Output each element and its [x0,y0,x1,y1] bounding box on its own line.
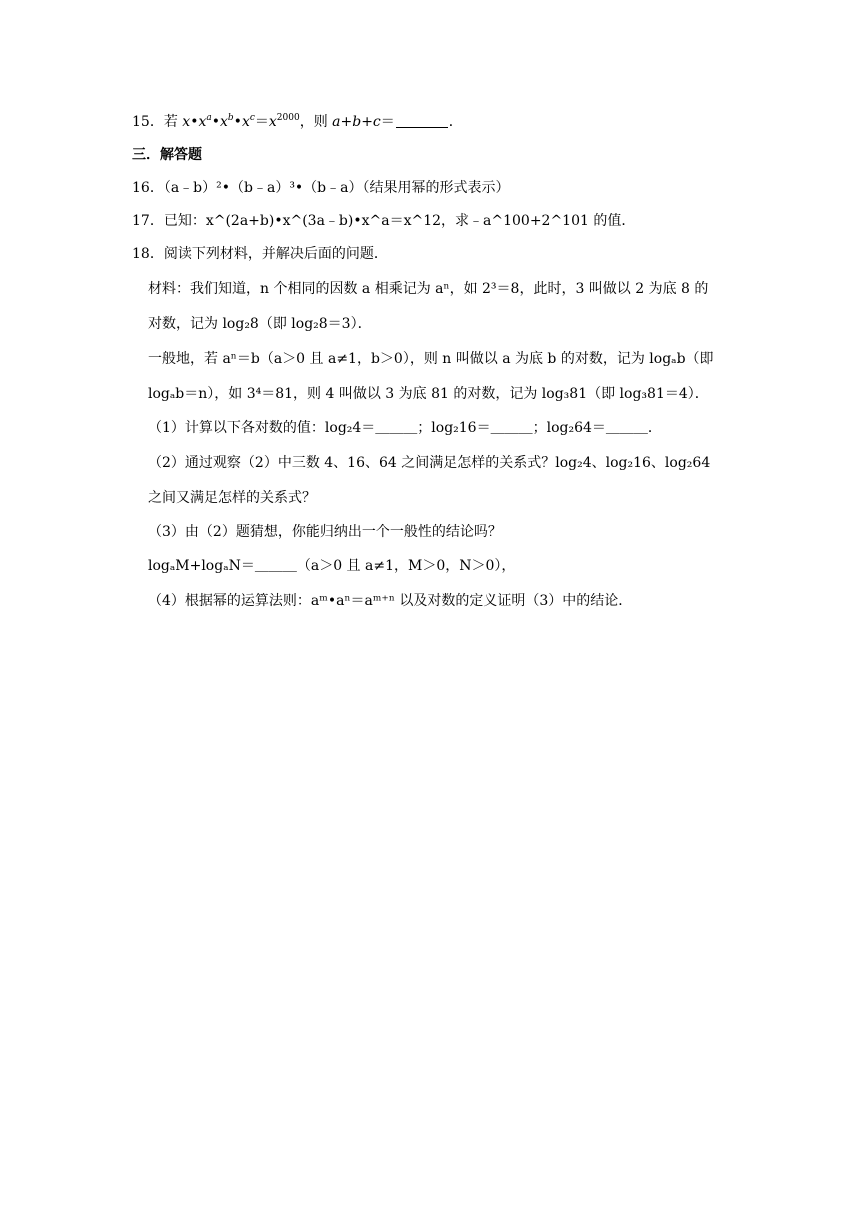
general-line-2: logₐb＝n），如 3⁴＝81，则 4 叫做以 3 为底 81 的对数，记为 log₃81（即 log₃81＝4）． [148,386,709,402]
question-text: （a﹣b）²•（b﹣a）³•（b﹣a）（结果用幂的形式表示） [163,180,510,196]
question-17 [132,211,635,231]
question-number: 17． [132,213,164,229]
part-2-line-2: 之间又满足怎样的关系式？ [148,490,316,506]
question-text: 阅读下列材料，并解决后面的问题． [163,246,388,262]
material-line-2: 对数，记为 log₂8（即 log₂8＝3）． [148,316,372,332]
question-number: 16． [132,180,164,196]
part-3: （3）由（2）题猜想，你能归纳出一个一般性的结论吗？ [148,524,502,540]
answer-blank[interactable] [396,113,448,128]
question-text: 已知：x^(2a+b)•x^(3a﹣b)•x^a＝x^12，求﹣a^100+2^101 的值． [163,213,636,229]
section-heading: 三．解答题 [132,147,202,163]
question-18 [132,244,388,264]
part-2-line-1: （2）通过观察（2）中三数 4、16、64 之间满足怎样的关系式？log₂4、log₂16、log₂64 [148,455,711,471]
general-line-1: 一般地，若 aⁿ＝b（a＞0 且 a≠1，b＞0），则 n 叫做以 a 为底 b 的对数，记为 logₐb（即 [148,351,714,367]
material-line-1: 材料：我们知道，n 个相同的因数 a 相乘记为 aⁿ，如 2³＝8，此时，3 叫做以 2 为底 8 的 [148,281,709,297]
part-3-formula: logₐM+logₐN＝＿＿＿（a＞0 且 a≠1，M＞0，N＞0）， [148,558,516,574]
question-number: 18． [132,246,164,262]
question-number: 15． [132,114,164,130]
question-16 [132,178,510,198]
question-15: 15．若 $x•x^a•x^b•x^c=x^{2000}$，则 a+b+c＝ ． [132,113,463,130]
part-1: （1）计算以下各对数的值：log₂4＝＿＿＿；log₂16＝＿＿＿；log₂64＝＿＿＿． [148,420,662,436]
part-4: （4）根据幂的运算法则：aᵐ•aⁿ＝aᵐ⁺ⁿ 以及对数的定义证明（3）中的结论． [148,593,633,609]
